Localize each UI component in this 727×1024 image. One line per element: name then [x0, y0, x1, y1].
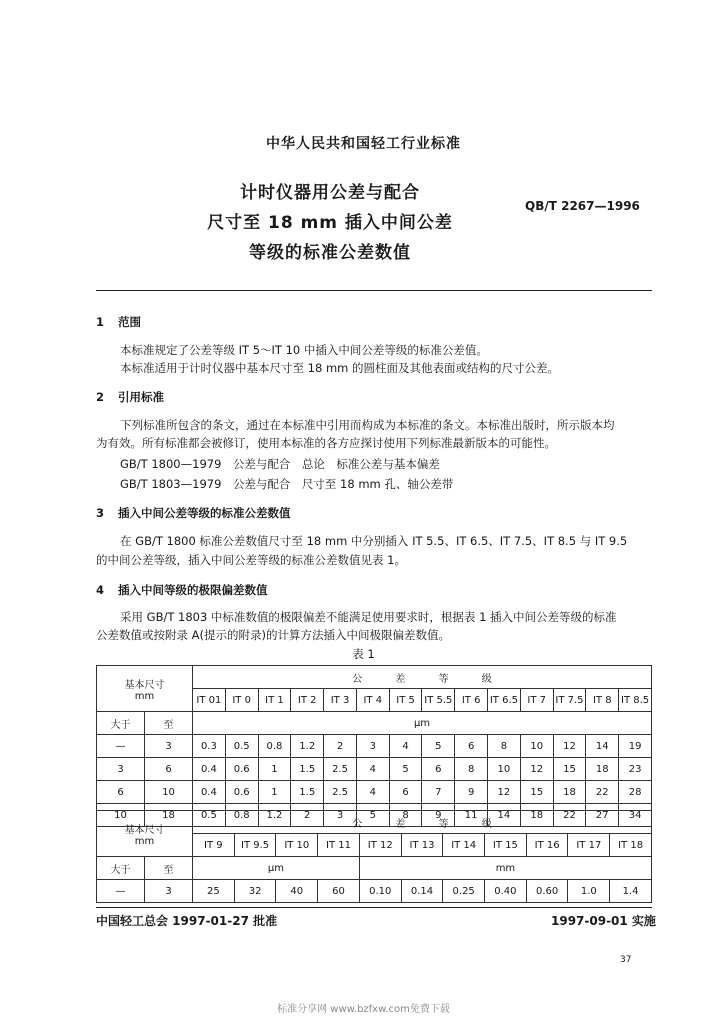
grade-cell: IT 5 [389, 689, 422, 712]
size-to-cell: 3 [145, 735, 193, 758]
size-header-cell [97, 811, 193, 857]
grade-cell: IT 6.5 [488, 689, 521, 712]
tolerance-value-cell: 18 [553, 781, 586, 804]
tolerance-value-cell: 6 [422, 758, 455, 781]
tolerance-value-cell: 0.60 [526, 880, 568, 903]
tolerance-value-cell: 22 [553, 804, 586, 827]
unit-cell: μm [193, 712, 652, 735]
grade-header-cell [193, 666, 652, 689]
section-1-title: 范围 [118, 315, 141, 329]
grade-cell: IT 13 [401, 834, 443, 857]
tolerance-value-cell: 10 [520, 735, 553, 758]
grade-header-char: 级 [481, 818, 492, 830]
tolerance-value-cell: 12 [553, 735, 586, 758]
grade-cell: IT 7 [520, 689, 553, 712]
section-1-number: 1 [96, 315, 105, 329]
tolerance-value-cell: 0.5 [225, 735, 258, 758]
tolerance-value-cell: 5 [356, 804, 389, 827]
size-header-cell [97, 666, 193, 712]
section-3-para-1: 在 GB/T 1800 标准公差数值尺寸至 18 mm 中分别插入 IT 5.5、IT 6.5、IT 7.5、IT 8.5 与 IT 9.5 [120, 534, 628, 548]
section-4-para-1: 采用 GB/T 1803 中标准数值的极限偏差不能满足使用要求时，根据表 1 插入中间公差等级的标准 [120, 610, 617, 624]
tolerance-value-cell: 0.40 [485, 880, 527, 903]
tolerance-value-cell: 1.2 [258, 804, 291, 827]
section-1-heading [96, 314, 141, 330]
tolerance-value-cell: 1.5 [291, 781, 324, 804]
tolerance-value-cell: 14 [488, 804, 521, 827]
tolerance-table-2 [96, 810, 652, 903]
size-to-cell: 3 [145, 880, 193, 903]
tolerance-value-cell: 0.25 [443, 880, 485, 903]
tolerance-value-cell: 0.3 [193, 735, 226, 758]
tolerance-value-cell: 14 [586, 735, 619, 758]
unit-mm-cell: mm [359, 857, 651, 880]
tolerance-value-cell: 8 [455, 758, 488, 781]
grade-header-char: 等 [438, 673, 449, 685]
section-4-number: 4 [96, 583, 105, 597]
grade-cell: IT 01 [193, 689, 226, 712]
implementation-date: 1997-09-01 实施 [551, 914, 656, 928]
reference-gbt1800: GB/T 1800—1979 公差与配合 总论 标准公差与基本偏差 [120, 457, 440, 471]
section-2-para-2: 为有效。所有标准都会被修订，使用本标准的各方应探讨使用下列标准最新版本的可能性。 [96, 436, 556, 450]
tolerance-value-cell: 60 [318, 880, 360, 903]
grade-header-char: 差 [395, 673, 406, 685]
grade-header-cell [193, 811, 652, 834]
tolerance-value-cell: 8 [389, 804, 422, 827]
grade-cell: IT 0 [225, 689, 258, 712]
tolerance-value-cell: 18 [586, 758, 619, 781]
grade-cell: IT 9.5 [234, 834, 276, 857]
tolerance-value-cell: 4 [389, 735, 422, 758]
grade-cell: IT 3 [324, 689, 357, 712]
table-row [97, 880, 652, 903]
tolerance-value-cell: 0.8 [225, 804, 258, 827]
tolerance-value-cell: 2 [291, 804, 324, 827]
page-number: 37 [620, 955, 632, 965]
issuing-authority: 中华人民共和国轻工行业标准 [266, 136, 461, 152]
tolerance-value-cell: 1.4 [610, 880, 652, 903]
size-from-cell: — [97, 735, 145, 758]
tolerance-value-cell: 8 [488, 735, 521, 758]
tolerance-value-cell: 12 [520, 758, 553, 781]
tolerance-value-cell: 0.4 [193, 781, 226, 804]
section-2-para-1: 下列标准所包含的条文，通过在本标准中引用而构成为本标准的条文。本标准出版时，所示版本均 [120, 418, 615, 432]
tolerance-value-cell: 7 [422, 781, 455, 804]
size-header-label: 基本尺寸 [124, 824, 165, 836]
section-3-heading [96, 505, 291, 521]
section-2-heading [96, 389, 164, 405]
table-row [97, 735, 652, 758]
size-to-cell: 18 [145, 804, 193, 827]
grade-cell: IT 9 [193, 834, 235, 857]
size-from-cell: — [97, 880, 145, 903]
tolerance-value-cell: 9 [422, 804, 455, 827]
grade-cell: IT 2 [291, 689, 324, 712]
tolerance-value-cell: 1 [258, 781, 291, 804]
tolerance-value-cell: 40 [276, 880, 318, 903]
tolerance-value-cell: 15 [553, 758, 586, 781]
grade-cell: IT 12 [359, 834, 401, 857]
grade-cell: IT 1 [258, 689, 291, 712]
tolerance-value-cell: 1.5 [291, 758, 324, 781]
grade-cell: IT 5.5 [422, 689, 455, 712]
range-to-label: 至 [145, 712, 193, 735]
table-row [97, 781, 652, 804]
grade-header-char: 差 [395, 818, 406, 830]
tolerance-value-cell: 1.0 [568, 880, 610, 903]
size-header-label: 基本尺寸 [124, 679, 165, 691]
tolerance-value-cell: 6 [389, 781, 422, 804]
section-3-title: 插入中间公差等级的标准公差数值 [118, 506, 291, 520]
tolerance-value-cell: 3 [324, 804, 357, 827]
tolerance-value-cell: 25 [193, 880, 235, 903]
tolerance-value-cell: 18 [520, 804, 553, 827]
reference-gbt1803: GB/T 1803—1979 公差与配合 尺寸至 18 mm 孔、轴公差带 [120, 477, 454, 491]
tolerance-value-cell: 0.8 [258, 735, 291, 758]
grade-header-char: 级 [481, 673, 492, 685]
section-3-number: 3 [96, 506, 105, 520]
size-to-cell: 6 [145, 758, 193, 781]
grade-cell: IT 8.5 [619, 689, 652, 712]
standard-number: QB/T 2267—1996 [525, 199, 640, 213]
standard-title-line-2: 尺寸至 18 mm 插入中间公差 [207, 213, 453, 233]
tolerance-value-cell: 4 [356, 781, 389, 804]
table-row [97, 758, 652, 781]
size-header-unit: mm [134, 690, 155, 702]
tolerance-value-cell: 22 [586, 781, 619, 804]
section-2-number: 2 [96, 390, 105, 404]
tolerance-value-cell: 0.6 [225, 758, 258, 781]
tolerance-value-cell: 2.5 [324, 781, 357, 804]
range-to-label: 至 [145, 857, 193, 880]
grade-cell: IT 18 [610, 834, 652, 857]
tolerance-value-cell: 0.6 [225, 781, 258, 804]
grade-cell: IT 8 [586, 689, 619, 712]
table-caption: 表 1 [352, 647, 375, 661]
tolerance-value-cell: 11 [455, 804, 488, 827]
tolerance-value-cell: 19 [619, 735, 652, 758]
tolerance-table-1 [96, 665, 652, 827]
standard-title-line-1: 计时仪器用公差与配合 [240, 183, 420, 203]
tolerance-value-cell: 2.5 [324, 758, 357, 781]
grade-cell: IT 10 [276, 834, 318, 857]
grade-cell: IT 6 [455, 689, 488, 712]
tolerance-value-cell: 0.10 [359, 880, 401, 903]
tolerance-value-cell: 32 [234, 880, 276, 903]
grade-header-char: 公 [352, 818, 363, 830]
unit-um-cell: μm [193, 857, 360, 880]
section-3-para-2: 的中间公差等级，插入中间公差等级的标准公差数值见表 1。 [96, 553, 406, 567]
grade-cell: IT 17 [568, 834, 610, 857]
section-2-title: 引用标准 [118, 390, 164, 404]
table-2-body [97, 880, 652, 903]
tolerance-value-cell: 5 [422, 735, 455, 758]
tolerance-value-cell: 34 [619, 804, 652, 827]
section-1-para-2: 本标准适用于计时仪器中基本尺寸至 18 mm 的圆柱面及其他表面或结构的尺寸公差。 [120, 361, 560, 375]
grade-cell: IT 4 [356, 689, 389, 712]
grade-cell: IT 15 [485, 834, 527, 857]
tolerance-value-cell: 2 [324, 735, 357, 758]
tolerance-value-cell: 1.2 [291, 735, 324, 758]
tolerance-value-cell: 6 [455, 735, 488, 758]
tolerance-value-cell: 3 [356, 735, 389, 758]
size-to-cell: 10 [145, 781, 193, 804]
site-watermark: 标准分享网 www.bzfxw.com免费下载 [277, 1004, 450, 1015]
grade-cell: IT 11 [318, 834, 360, 857]
tolerance-value-cell: 0.4 [193, 758, 226, 781]
header-divider [96, 290, 652, 291]
tolerance-value-cell: 10 [488, 758, 521, 781]
footer-divider [96, 907, 652, 908]
tolerance-value-cell: 15 [520, 781, 553, 804]
grade-cell: IT 14 [443, 834, 485, 857]
range-from-label: 大于 [97, 857, 145, 880]
grade-cell: IT 7.5 [553, 689, 586, 712]
section-4-title: 插入中间等级的极限偏差数值 [118, 583, 268, 597]
size-header-unit: mm [134, 835, 155, 847]
tolerance-value-cell: 12 [488, 781, 521, 804]
section-4-heading [96, 582, 268, 598]
size-from-cell: 10 [97, 804, 145, 827]
size-from-cell: 3 [97, 758, 145, 781]
tolerance-value-cell: 0.14 [401, 880, 443, 903]
grade-header-char: 公 [352, 673, 363, 685]
size-from-cell: 6 [97, 781, 145, 804]
tolerance-value-cell: 9 [455, 781, 488, 804]
standard-title-line-3: 等级的标准公差数值 [249, 243, 411, 263]
tolerance-value-cell: 27 [586, 804, 619, 827]
grade-cell: IT 16 [526, 834, 568, 857]
tolerance-value-cell: 28 [619, 781, 652, 804]
grade-header-char: 等 [438, 818, 449, 830]
approval-date: 中国轻工总会 1997-01-27 批准 [96, 914, 278, 928]
tolerance-value-cell: 4 [356, 758, 389, 781]
tolerance-value-cell: 23 [619, 758, 652, 781]
section-4-para-2: 公差数值或按附录 A(提示的附录)的计算方法插入中间极限偏差数值。 [96, 628, 450, 642]
tolerance-value-cell: 1 [258, 758, 291, 781]
tolerance-value-cell: 0.5 [193, 804, 226, 827]
range-from-label: 大于 [97, 712, 145, 735]
section-1-para-1: 本标准规定了公差等级 IT 5～IT 10 中插入中间公差等级的标准公差值。 [120, 343, 488, 357]
tolerance-value-cell: 5 [389, 758, 422, 781]
